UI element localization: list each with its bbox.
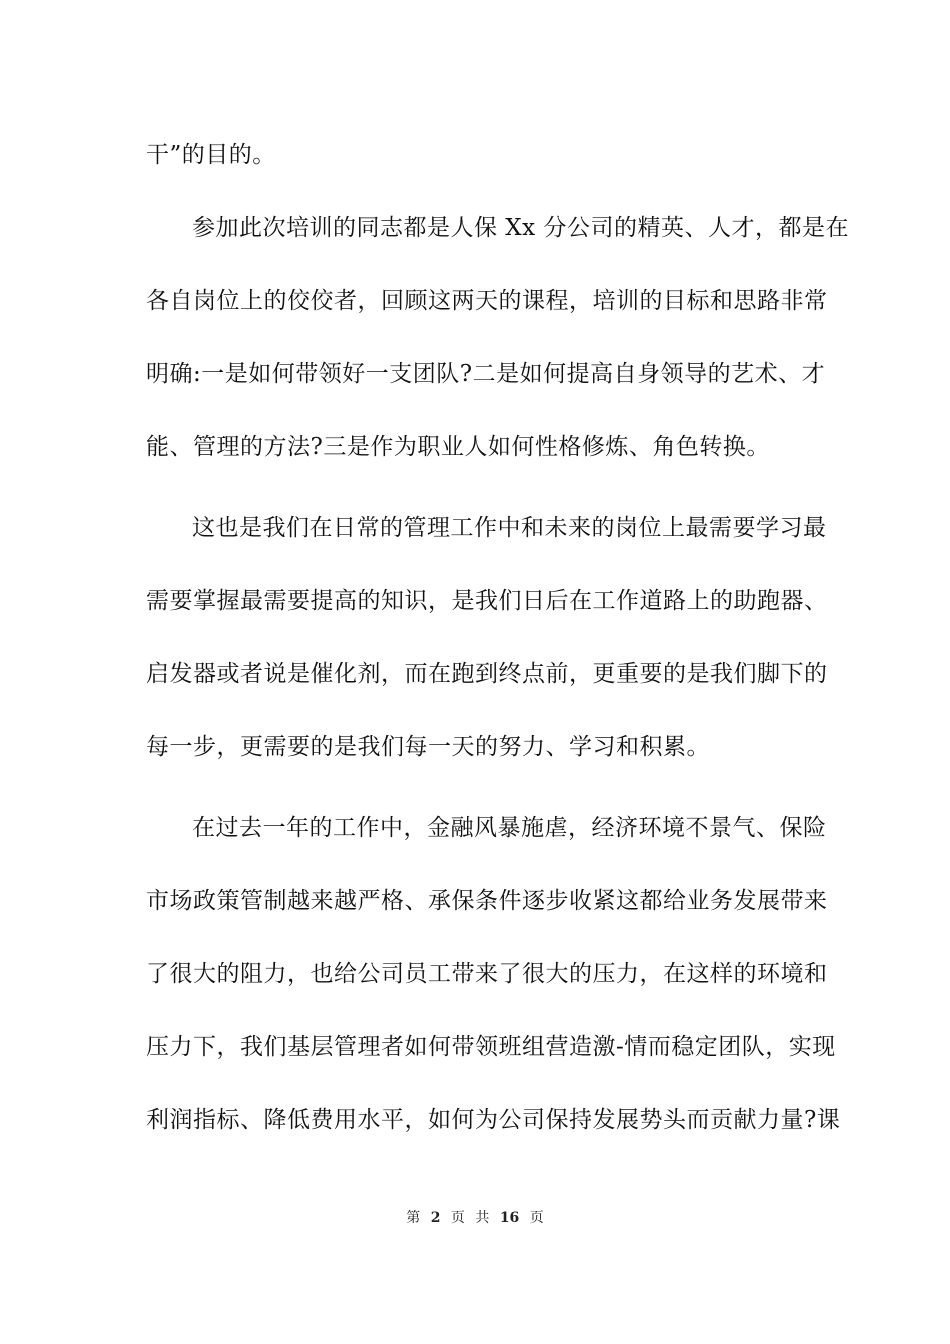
text-line: 市场政策管制越来越严格、承保条件逐步收紧这都给业务发展带来 [146, 888, 828, 914]
text-line: 在过去一年的工作中，金融风暴施虐，经济环境不景气、保险 [192, 815, 827, 841]
footer-total-word: 共 [475, 1210, 490, 1226]
text-line: 能、管理的方法?三是作为职业人如何性格修炼、角色转换。 [146, 434, 770, 460]
text-line: 利润指标、降低费用水平，如何为公司保持发展势头而贡献力量?课 [146, 1107, 841, 1133]
text-line: 压力下，我们基层管理者如何带领班组营造激-情而稳定团队，实现 [146, 1034, 836, 1060]
current-page-number: 2 [430, 1210, 441, 1226]
footer-prefix: 第 [406, 1210, 421, 1226]
footer-suffix: 页 [529, 1210, 544, 1226]
text-line: 需要掌握最需要提高的知识，是我们日后在工作道路上的助跑器、 [146, 588, 828, 614]
total-pages-number: 16 [499, 1210, 520, 1226]
text-line: 参加此次培训的同志都是人保 Xx 分公司的精英、人才，都是在 [192, 215, 849, 241]
text-line: 启发器或者说是催化剂，而在跑到终点前，更重要的是我们脚下的 [146, 661, 828, 687]
page-footer [0, 1209, 950, 1227]
text-line: 了很大的阻力，也给公司员工带来了很大的压力，在这样的环境和 [146, 961, 828, 987]
text-line: 明确:一是如何带领好一支团队?二是如何提高自身领导的艺术、才 [146, 361, 826, 387]
footer-page-word: 页 [450, 1210, 465, 1226]
text-line: 干”的目的。 [146, 142, 276, 168]
text-line: 每一步，更需要的是我们每一天的努力、学习和积累。 [146, 734, 710, 760]
text-line: 这也是我们在日常的管理工作中和未来的岗位上最需要学习最 [192, 515, 827, 541]
text-line: 各自岗位上的佼佼者，回顾这两天的课程，培训的目标和思路非常 [146, 288, 828, 314]
